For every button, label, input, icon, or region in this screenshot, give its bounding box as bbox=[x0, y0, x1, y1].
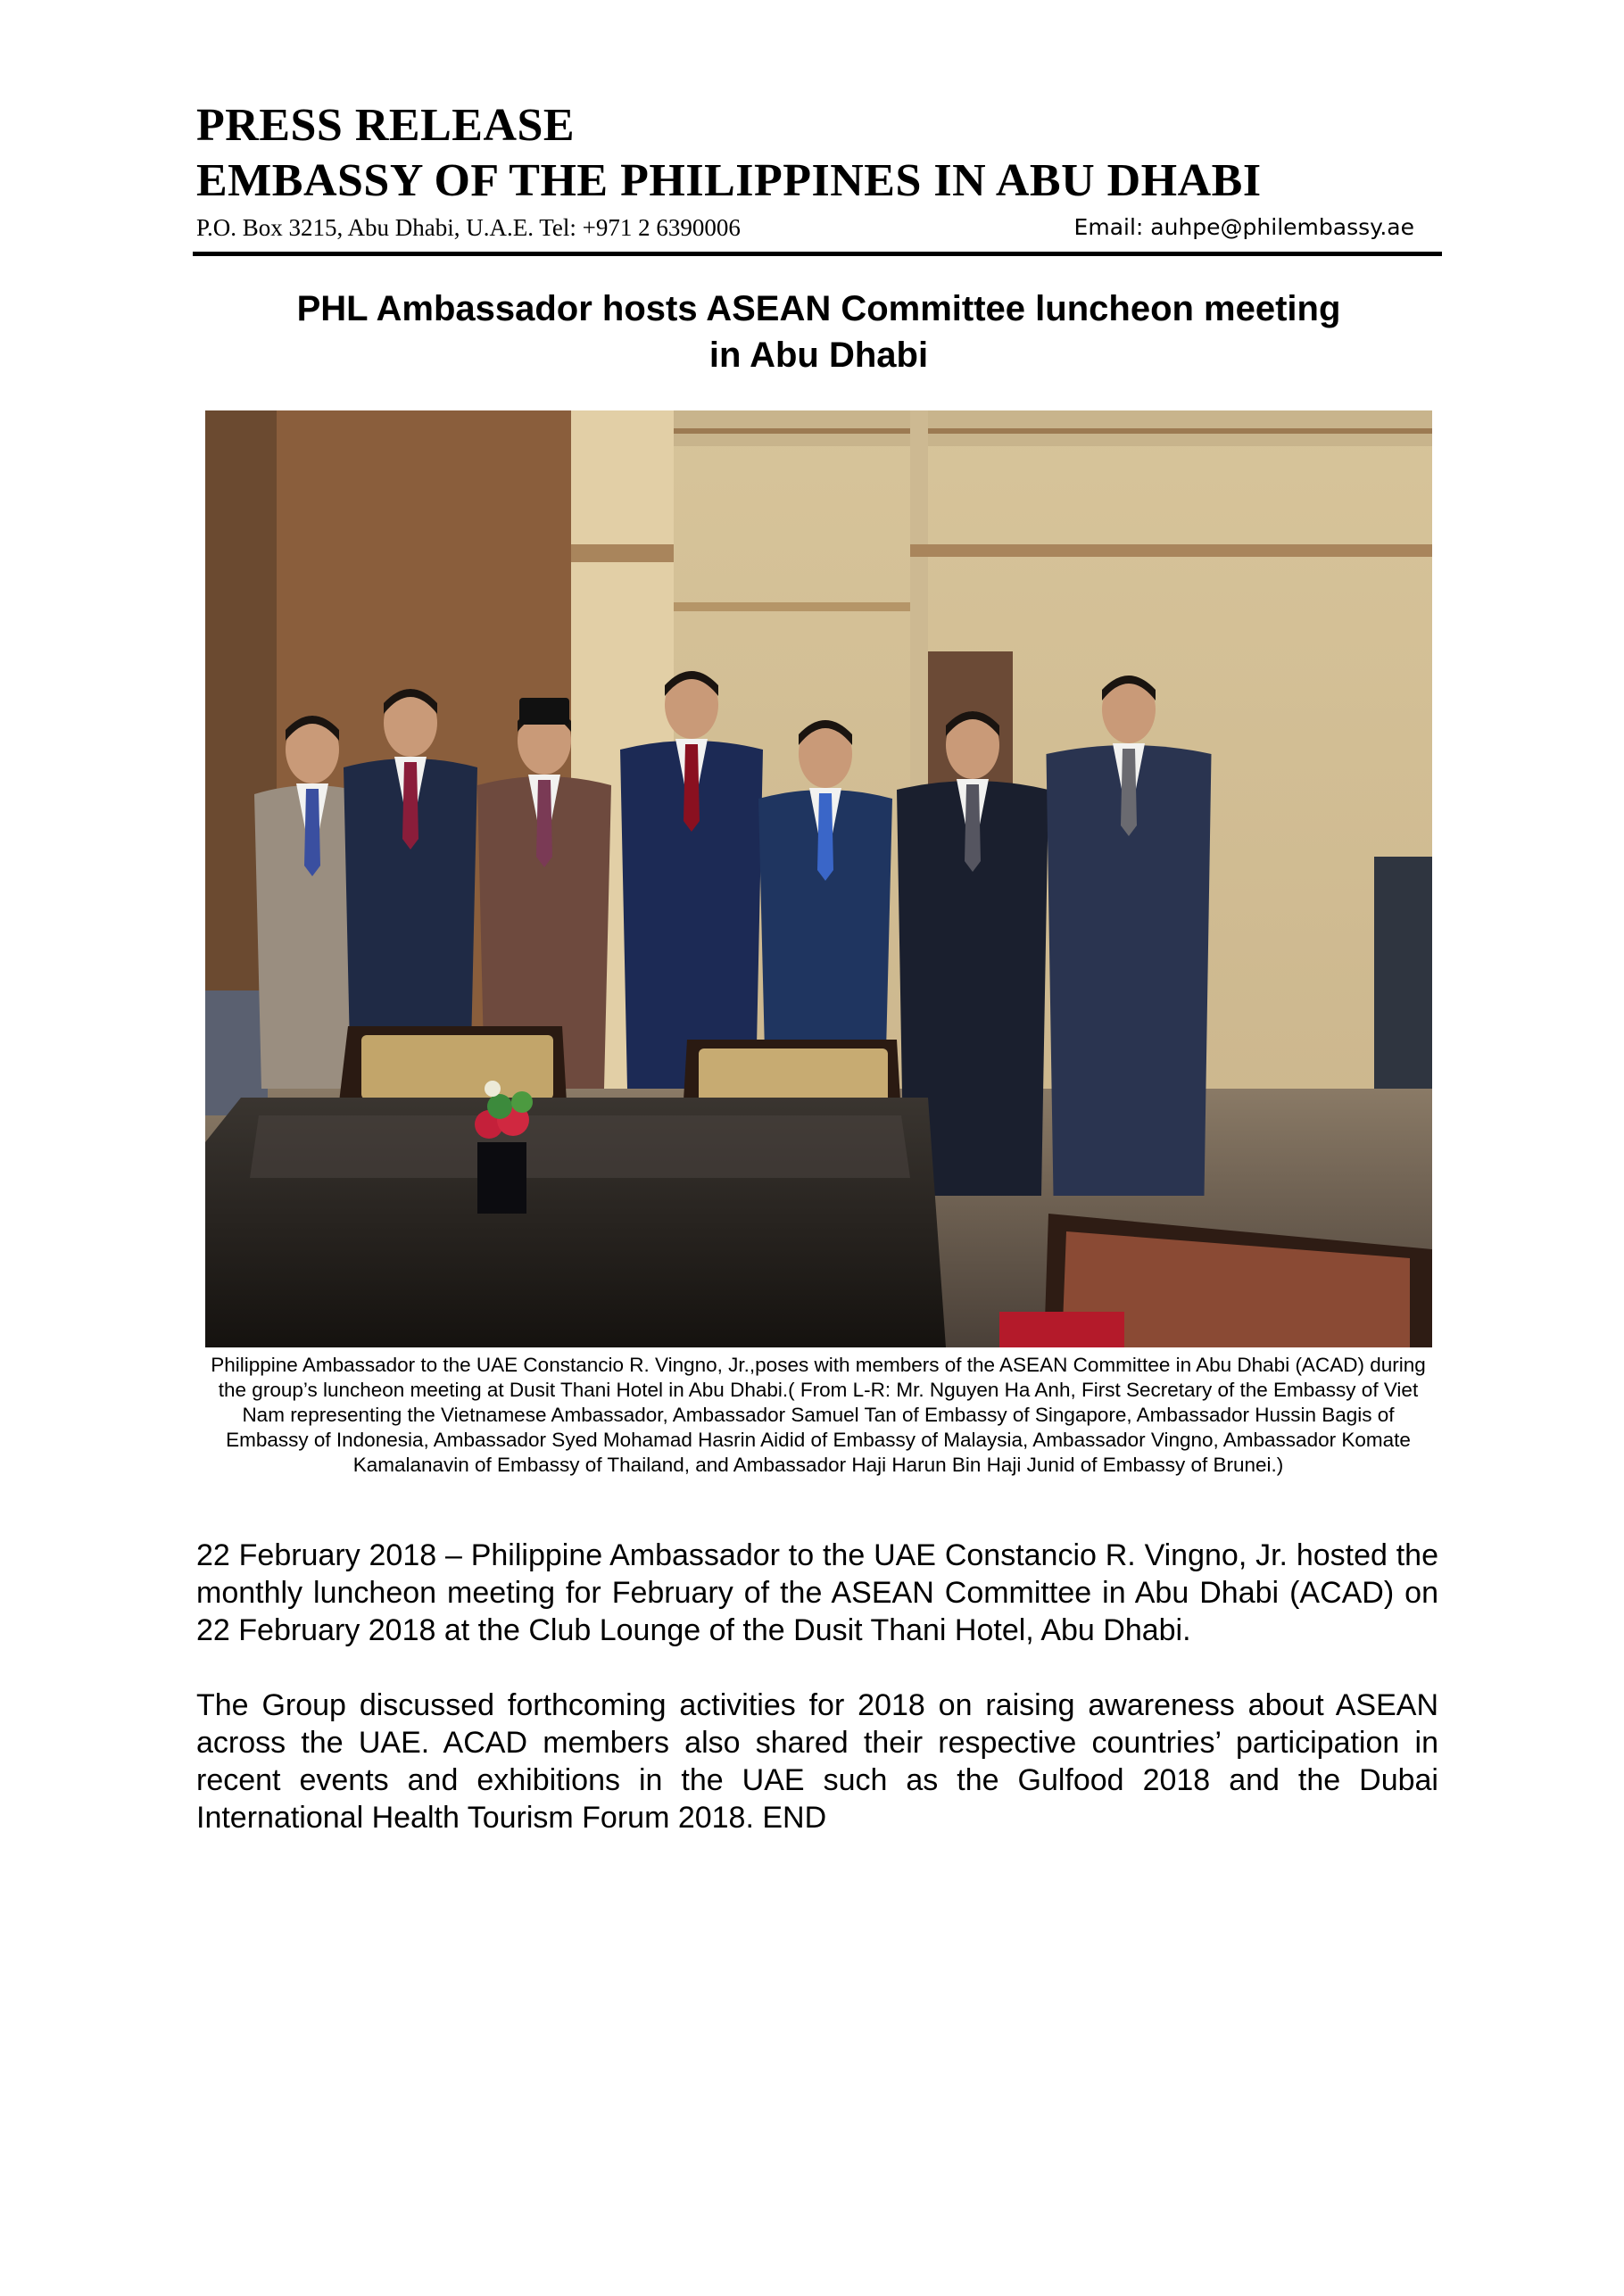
letterhead-email: Email: auhpe@philembassy.ae bbox=[1073, 214, 1414, 240]
body-paragraph-1: 22 February 2018 – Philippine Ambassador to the UAE Constancio R. Vingno, Jr. hosted the monthly luncheon meeting for February of the ASEAN Committee in Abu Dhabi (ACAD) on 22 February 2018 at the Club Lounge of the Dusit Thani Hotel, Abu Dhabi. bbox=[196, 1538, 1438, 1647]
photo-caption: Philippine Ambassador to the UAE Constancio R. Vingno, Jr.,poses with members of the ASEAN Committee in Abu Dhabi (ACAD) during the group’s luncheon meeting at Dusit Thani Hotel in Abu Dhabi.( From L-R: Mr. Nguyen Ha Anh, First Secretary of the Embassy of Viet Nam representing the Vietnamese Ambassador, Ambassador Samuel Tan of Embassy of Singapore, Ambassador Hussin Bagis of Embassy of Indonesia, Ambassador Syed Mohamad Hasrin Aidid of Embassy of Malaysia, Ambassador Vingno, Ambassador Komate Kamalanavin of Embassy of Thailand, and Ambassador Haji Harun Bin Haji Junid of Embassy of Brunei.) bbox=[211, 1354, 1426, 1476]
article-body bbox=[196, 1537, 1438, 1874]
letterhead-title: PRESS RELEASE bbox=[196, 100, 576, 151]
body-paragraph-2: The Group discussed forthcoming activities for 2018 on raising awareness about ASEAN across the UAE. ACAD members also shared their respective countries’ participation in recent events and exhibitions in the UAE such as the Gulfood 2018 and the Dubai International Health Tourism Forum 2018. END bbox=[196, 1688, 1438, 1835]
letterhead-address: P.O. Box 3215, Abu Dhabi, U.A.E. Tel: +971 2 6390006 bbox=[196, 214, 741, 241]
letterhead-embassy-name: EMBASSY OF THE PHILIPPINES IN ABU DHABI bbox=[196, 155, 1262, 206]
letterhead bbox=[196, 98, 1441, 250]
letterhead-divider bbox=[193, 252, 1442, 256]
headline-line-2: in Abu Dhabi bbox=[708, 336, 929, 375]
group-photo bbox=[205, 410, 1432, 1347]
headline-line-1: PHL Ambassador hosts ASEAN Committee luncheon meeting bbox=[296, 289, 1341, 328]
songkok-cap bbox=[519, 698, 569, 725]
headline bbox=[196, 286, 1441, 378]
letterhead-contact bbox=[196, 214, 1441, 250]
person-7 bbox=[1047, 676, 1212, 1196]
